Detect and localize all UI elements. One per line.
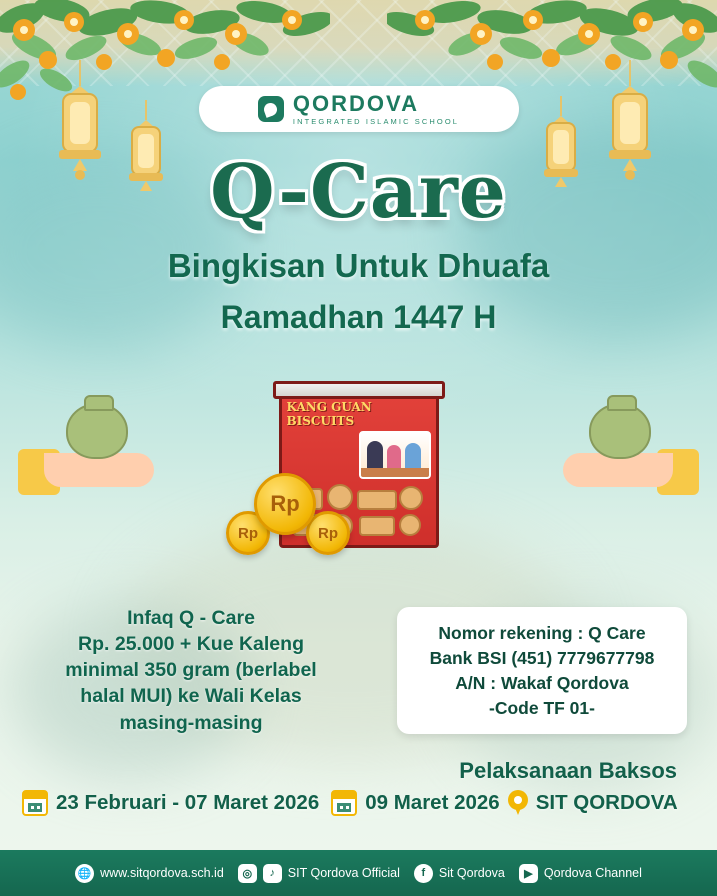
center-illustration (0, 385, 717, 585)
footer-social[interactable] (238, 864, 400, 883)
infaq-line-5: masing-masing (119, 711, 263, 734)
facebook-icon: f (414, 864, 433, 883)
infaq-info-block (26, 605, 356, 736)
rekening-line-4: -Code TF 01- (489, 697, 595, 718)
website-text: www.sitqordova.sch.id (100, 866, 224, 880)
rekening-line-1: Nomor rekening : Q Care (438, 623, 646, 643)
pelaksanaan-label: Pelaksanaan Baksos (459, 758, 677, 783)
coin-small-left: Rp (226, 511, 270, 555)
tin-brand-line-2: BISCUITS (286, 413, 355, 428)
globe-icon: 🌐 (75, 864, 94, 883)
facebook-text: Sit Qordova (438, 866, 505, 880)
tiktok-icon: ♪ (263, 864, 282, 883)
calendar-icon (331, 790, 357, 816)
tin-brand-line-1: KANG GUAN (286, 400, 372, 414)
tin-label-photo (359, 431, 431, 479)
event-location: SIT QORDOVA (535, 791, 678, 814)
youtube-icon: ▶ (519, 864, 538, 883)
footer-youtube[interactable] (519, 864, 642, 883)
collection-date-item (22, 790, 319, 816)
footer-bar (0, 850, 717, 896)
infaq-line-4: halal MUI) ke Wali Kelas (80, 685, 302, 708)
social-handle-text: SIT Qordova Official (287, 866, 400, 880)
coin-large: Rp (254, 473, 316, 535)
headline-subtitle-2: Ramadhan 1447 H (220, 299, 497, 335)
collection-dates: 23 Februari - 07 Maret 2026 (56, 791, 320, 814)
logo-subtitle: INTEGRATED ISLAMIC SCHOOL (292, 116, 460, 126)
footer-website[interactable] (75, 864, 224, 883)
headline-block (0, 149, 717, 336)
rekening-line-2: Bank BSI (451) 7779677798 (429, 647, 655, 668)
location-pin-icon (508, 790, 528, 816)
footer-facebook[interactable] (414, 864, 505, 883)
schedule-row (0, 785, 717, 821)
leaf-icon (258, 96, 284, 122)
instagram-icon: ◎ (238, 864, 257, 883)
infaq-line-2: Rp. 25.000 + Kue Kaleng (78, 633, 304, 656)
calendar-icon (22, 790, 48, 816)
coin-small-right: Rp (306, 511, 350, 555)
headline-subtitle-1: Bingkisan Untuk Dhuafa (167, 247, 550, 284)
event-date-item (331, 790, 499, 816)
bank-account-card (397, 607, 687, 734)
logo-title: QORDOVA (292, 90, 419, 116)
page-title: Q-Care (210, 149, 507, 235)
infaq-line-3: minimal 350 gram (berlabel (65, 659, 317, 682)
youtube-text: Qordova Channel (543, 866, 642, 880)
infaq-line-1: Infaq Q - Care (127, 607, 255, 629)
location-item (508, 790, 678, 816)
rekening-line-3: A/N : Wakaf Qordova (455, 672, 629, 693)
event-date: 09 Maret 2026 (365, 791, 500, 814)
brand-logo (199, 86, 519, 132)
